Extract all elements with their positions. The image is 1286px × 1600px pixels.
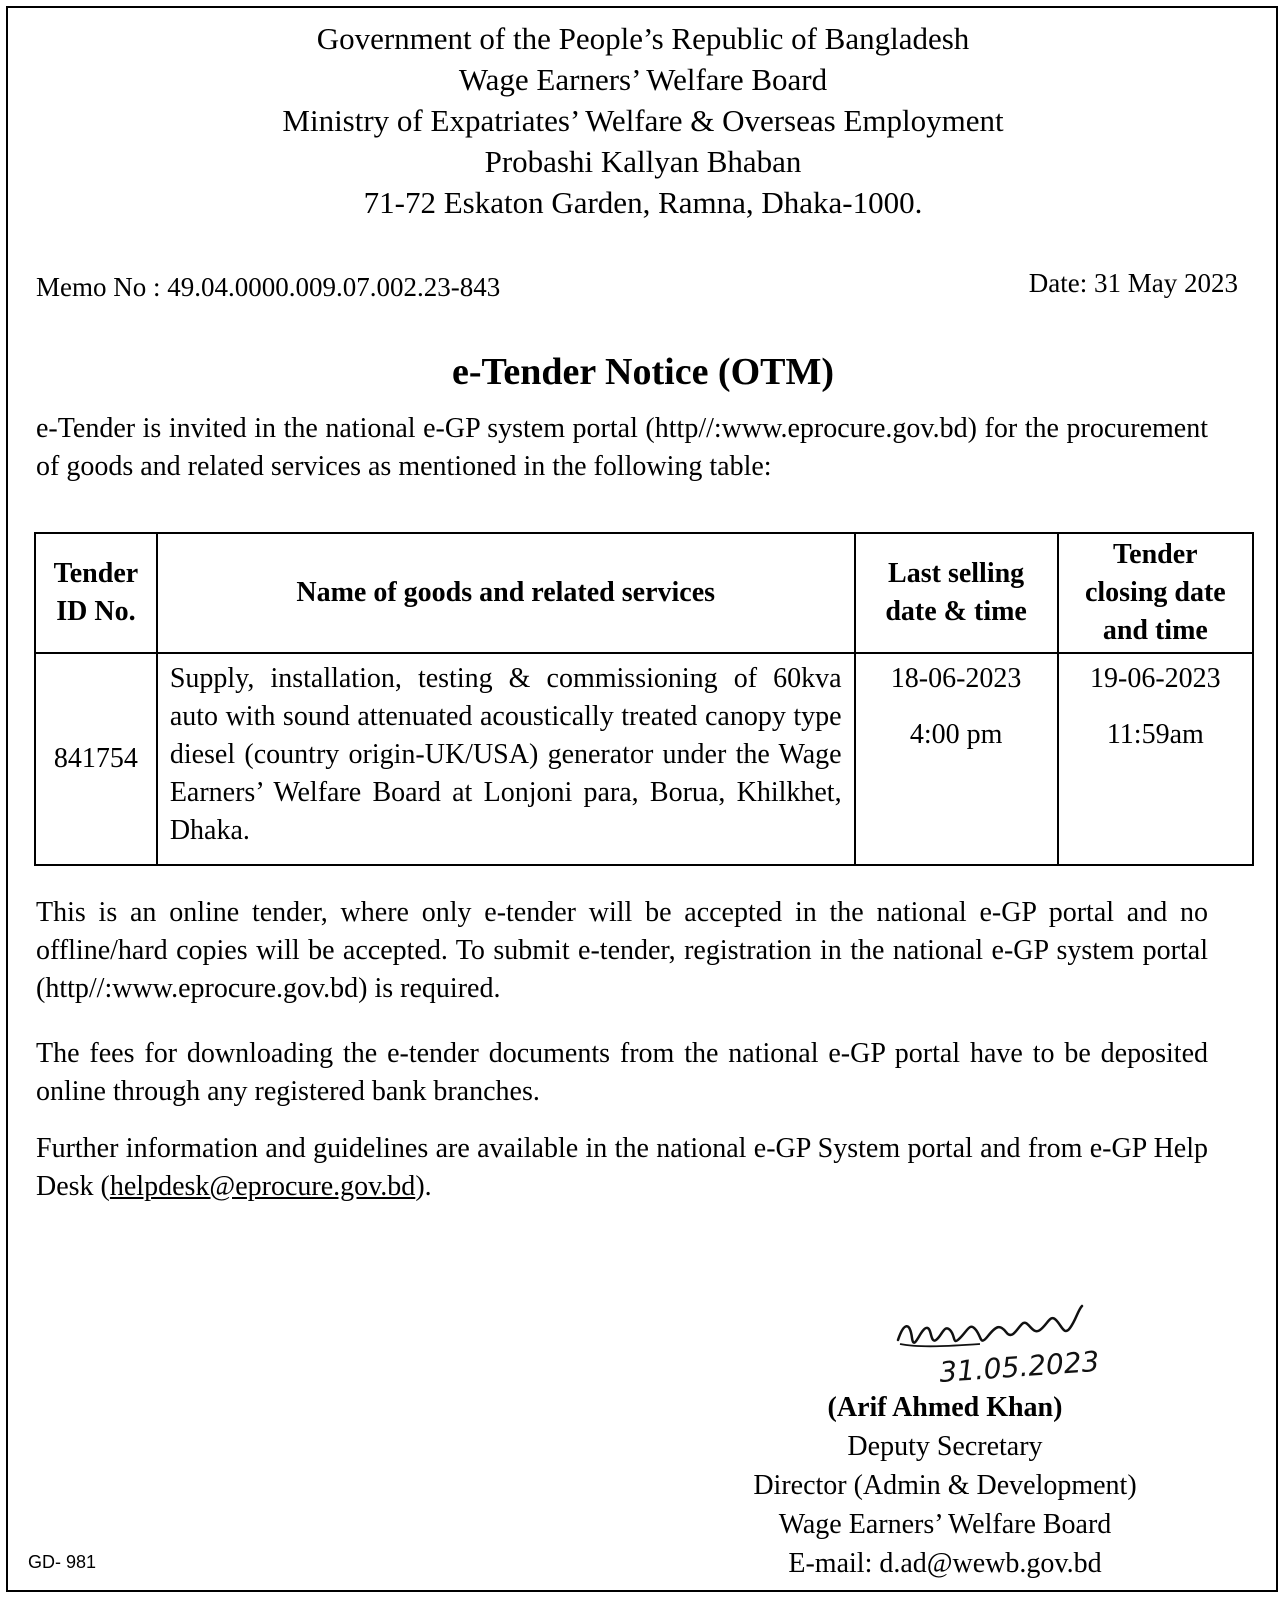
letterhead-building: Probashi Kallyan Bhaban (484, 144, 802, 179)
table-row (35, 653, 1253, 865)
footer-code: GD- 981 (28, 1552, 97, 1572)
header-last-selling: Last selling date & time (855, 533, 1058, 653)
online-tender-paragraph: This is an online tender, where only e-tender will be accepted in the national e-GP portal and no offline/hard copies will be accepted. To submit e-tender, registration in the national e-GP system portal (http//:www.eprocure.gov.bd) is required. (36, 897, 1208, 1004)
memo-number: Memo No : 49.04.0000.009.07.002.23-843 (36, 272, 501, 302)
header-goods-name: Name of goods and related services (157, 533, 855, 653)
signatory-email: E-mail: d.ad@wewb.gov.bd (788, 1548, 1102, 1579)
close-time: 11:59am (1106, 719, 1204, 750)
close-date: 19-06-2023 (1090, 663, 1221, 694)
signature-block (700, 1388, 1190, 1583)
signatory-organization: Wage Earners’ Welfare Board (778, 1509, 1112, 1540)
notice-date: Date: 31 May 2023 (1028, 268, 1238, 298)
intro-paragraph: e-Tender is invited in the national e-GP system portal (http//:www.eprocure.gov.bd) for the procurement of goods and related services as mentioned in the following table: (36, 413, 1208, 482)
signatory-title: Deputy Secretary (847, 1431, 1043, 1462)
cell-closing (1058, 653, 1253, 865)
cell-tender-id: 841754 (35, 653, 157, 865)
cell-goods-name: Supply, installation, testing & commissioning of 60kva auto with sound attenuated acoustically treated canopy type diesel (country origin-UK/USA) generator under the Wage Earners’ Welfare Board at Lonjoni para, Borua, Khilkhet, Dhaka. (157, 653, 855, 865)
cell-last-selling (855, 653, 1058, 865)
letterhead-address: 71-72 Eskaton Garden, Ramna, Dhaka-1000. (363, 185, 923, 220)
further-info-paragraph: Further information and guidelines are available in the national e-GP System portal and from e-GP Help Desk (helpdesk@eprocure.gov.bd). (36, 1133, 1208, 1202)
sell-time: 4:00 pm (909, 719, 1003, 750)
header-closing: Tender closing date and time (1058, 533, 1253, 653)
fees-paragraph: The fees for downloading the e-tender documents from the national e-GP portal have to be deposited online through any registered bank branches. (36, 1038, 1208, 1107)
table-header-row (35, 533, 1253, 653)
handwritten-signature (890, 1300, 1130, 1390)
letterhead-board: Wage Earners’ Welfare Board (458, 62, 828, 97)
letterhead (0, 18, 1286, 223)
sell-date: 18-06-2023 (890, 663, 1022, 694)
signature-date: 31.05.2023 (938, 1344, 1101, 1389)
signatory-position: Director (Admin & Development) (753, 1470, 1137, 1501)
letterhead-ministry: Ministry of Expatriates’ Welfare & Overseas Employment (282, 103, 1004, 138)
letterhead-government: Government of the People’s Republic of Bangladesh (316, 21, 970, 56)
notice-title: e-Tender Notice (OTM) (451, 351, 835, 393)
helpdesk-email-link[interactable]: helpdesk@eprocure.gov.bd (109, 1171, 416, 1202)
header-tender-id: Tender ID No. (35, 533, 157, 653)
signatory-name: (Arif Ahmed Khan) (827, 1392, 1063, 1423)
tender-table (34, 532, 1254, 866)
